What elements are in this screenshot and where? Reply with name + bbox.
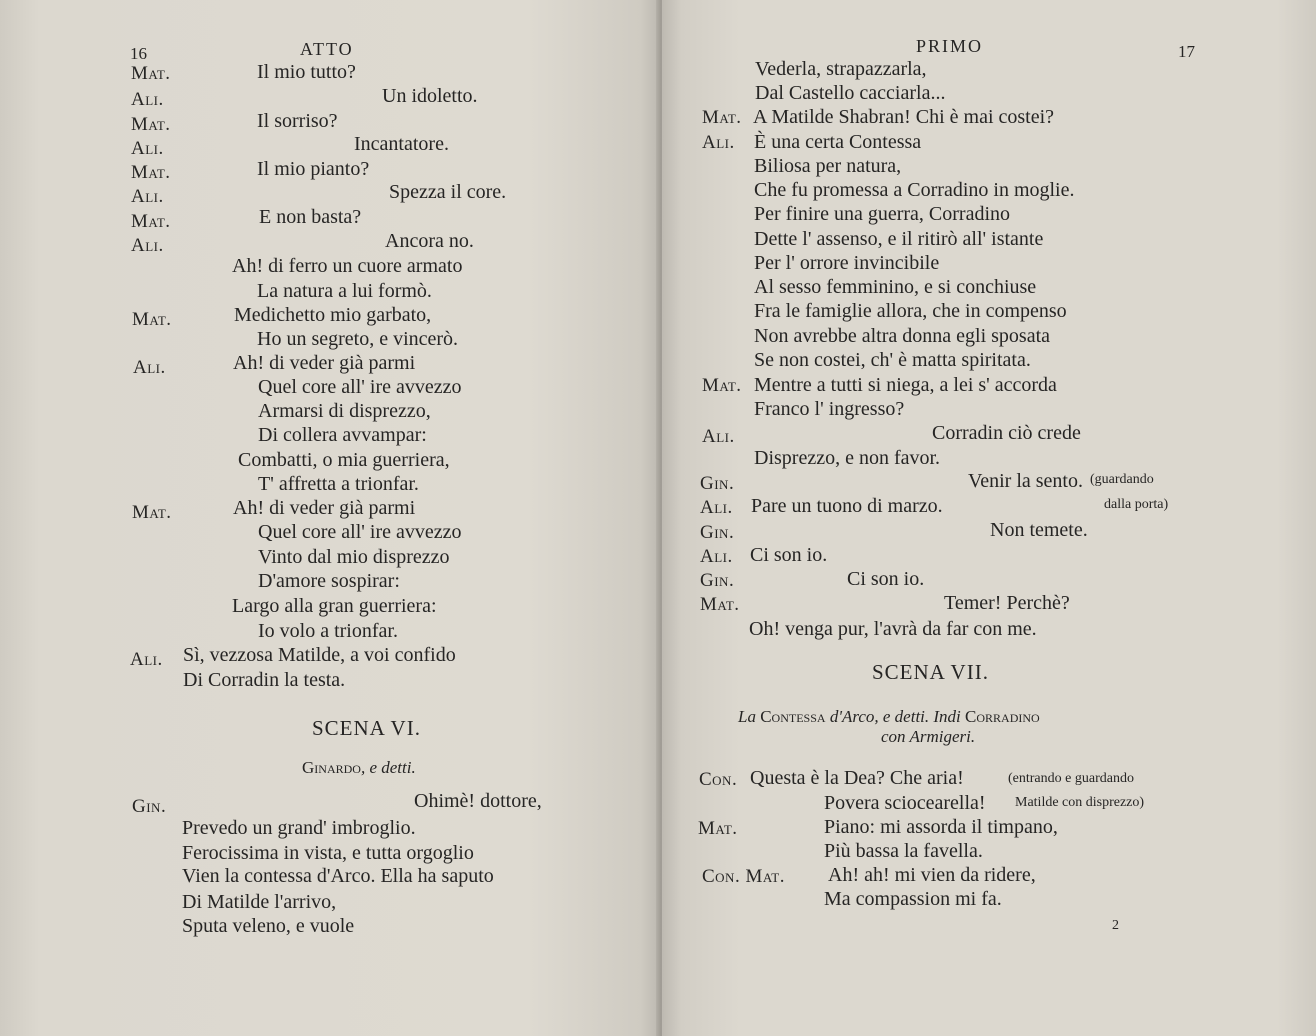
line: Mentre a tutti si niega, a lei s' accorda [754, 374, 1057, 396]
verse: Ho un segreto, e vincerò. [257, 328, 459, 350]
line: Che fu promessa a Corradino in moglie. [754, 179, 1075, 201]
speaker: Mat. [131, 114, 171, 135]
speaker: Ali. [702, 426, 735, 447]
verse: Vinto dal mio disprezzo [258, 546, 450, 568]
speaker: Gin. [700, 522, 735, 543]
speaker: Con. [699, 769, 738, 790]
verse: Di collera avvampar: [258, 424, 427, 446]
stage-direction: dalla porta) [1104, 497, 1169, 512]
page-number: 16 [130, 44, 147, 63]
speaker: Mat. [702, 107, 742, 128]
line: Ci son io. [750, 544, 828, 566]
line: Il sorriso? [257, 110, 338, 132]
speaker: Mat. [132, 502, 172, 523]
cast-list [302, 756, 416, 780]
line: Ci son io. [847, 568, 925, 590]
line: Vederla, strapazzarla, [755, 58, 927, 80]
line: Corradin ciò crede [932, 422, 1081, 444]
line: Questa è la Dea? Che aria! [750, 767, 964, 789]
line: E non basta? [259, 206, 362, 228]
verse: Ah! di veder già parmi [233, 352, 416, 374]
line: Se non costei, ch' è matta spiritata. [754, 349, 1031, 371]
verse: Armarsi di disprezzo, [258, 400, 431, 422]
line: Venir la sento. [968, 470, 1083, 492]
line: Ah! ah! mi vien da ridere, [828, 864, 1036, 886]
line: Dette l' assenso, e il ritirò all' istante [754, 228, 1044, 250]
line: Incantatore. [354, 133, 449, 155]
speaker: Mat. [698, 818, 738, 839]
speaker: Ali. [700, 546, 733, 567]
line: Il mio tutto? [257, 61, 356, 83]
line: Il mio pianto? [257, 158, 370, 180]
scene-title: SCENA VII. [872, 660, 989, 684]
page-number: 17 [1178, 42, 1195, 61]
line: Un idoletto. [382, 85, 478, 107]
verse: Di Corradin la testa. [183, 669, 346, 691]
line: Ma compassion mi fa. [824, 888, 1002, 910]
line: Per finire una guerra, Corradino [754, 203, 1011, 225]
line: Più bassa la favella. [824, 840, 983, 862]
speaker: Mat. [700, 594, 740, 615]
stage-direction: (entrando e guardando [1008, 771, 1134, 786]
speaker: Gin. [132, 796, 167, 817]
line: Ohimè! dottore, [414, 790, 542, 812]
speaker: Mat. [131, 63, 171, 84]
verse: T' affretta a trionfar. [258, 473, 419, 495]
line: Piano: mi assorda il timpano, [824, 816, 1058, 838]
line: Non avrebbe altra donna egli sposata [754, 325, 1051, 347]
verse: Quel core all' ire avvezzo [258, 376, 462, 398]
line: A Matilde Shabran! Chi è mai costei? [753, 106, 1055, 128]
line: Sputa veleno, e vuole [182, 915, 355, 937]
cast-name: Corradino [965, 707, 1040, 726]
speaker: Ali. [700, 497, 733, 518]
speaker: Mat. [702, 375, 742, 396]
line: Biliosa per natura, [754, 155, 902, 177]
stage-direction: (guardando [1090, 472, 1154, 487]
stage-direction: Matilde con disprezzo) [1015, 795, 1145, 810]
line: Pare un tuono di marzo. [751, 495, 943, 517]
cast-name: Ginardo [302, 758, 361, 777]
line: Ancora no. [385, 230, 474, 252]
speaker: Ali. [702, 132, 735, 153]
line: Franco l' ingresso? [754, 398, 905, 420]
verse: Largo alla gran guerriera: [232, 595, 437, 617]
cast-part: d'Arco, e detti. Indi [829, 707, 961, 726]
cast-rest: , e detti. [360, 758, 416, 777]
verse: La natura a lui formò. [257, 280, 432, 302]
verse: Sì, vezzosa Matilde, a voi confido [183, 644, 456, 666]
line: Vien la contessa d'Arco. Ella ha saputo [182, 865, 494, 887]
verse: Medichetto mio garbato, [234, 304, 432, 326]
speaker: Gin. [700, 473, 735, 494]
speaker: Ali. [131, 89, 164, 110]
speaker: Mat. [131, 211, 171, 232]
speaker: Ali. [130, 649, 163, 670]
verse: Io volo a trionfar. [258, 620, 398, 642]
line: Dal Castello cacciarla... [755, 82, 946, 104]
speaker: Mat. [131, 162, 171, 183]
line: Temer! Perchè? [944, 592, 1070, 614]
line: Di Matilde l'arrivo, [182, 891, 337, 913]
speaker: Ali. [133, 357, 166, 378]
line: Disprezzo, e non favor. [754, 447, 941, 469]
speaker: Con. Mat. [702, 866, 785, 887]
running-head: ATTO [300, 39, 354, 59]
verse: Combatti, o mia guerriera, [238, 449, 450, 471]
cast-list-cont: con Armigeri. [881, 727, 976, 746]
cast-part: La [738, 707, 756, 726]
signature-mark: 2 [1112, 918, 1119, 933]
verse: D'amore sospirar: [258, 570, 400, 592]
verse: Ah! di ferro un cuore armato [232, 255, 463, 277]
line: Spezza il core. [389, 181, 507, 203]
speaker: Ali. [131, 235, 164, 256]
line: Prevedo un grand' imbroglio. [182, 817, 416, 839]
verse: Ah! di veder già parmi [233, 497, 416, 519]
cast-name: Contessa [760, 707, 826, 726]
line: Povera sciocearella! [824, 792, 986, 814]
line: Per l' orrore invincibile [754, 252, 940, 274]
speaker: Ali. [131, 186, 164, 207]
line: Oh! venga pur, l'avrà da far con me. [749, 618, 1037, 640]
speaker: Ali. [131, 138, 164, 159]
line: È una certa Contessa [754, 131, 922, 153]
line: Non temete. [990, 519, 1088, 541]
scene-title: SCENA VI. [312, 716, 421, 740]
line: Ferocissima in vista, e tutta orgoglio [182, 842, 474, 864]
running-head: PRIMO [916, 36, 984, 56]
line: Fra le famiglie allora, che in compenso [754, 300, 1067, 322]
line: Al sesso femminino, e si conchiuse [754, 276, 1037, 298]
speaker: Gin. [700, 570, 735, 591]
speaker: Mat. [132, 309, 172, 330]
right-page [662, 0, 1316, 1036]
verse: Quel core all' ire avvezzo [258, 521, 462, 543]
